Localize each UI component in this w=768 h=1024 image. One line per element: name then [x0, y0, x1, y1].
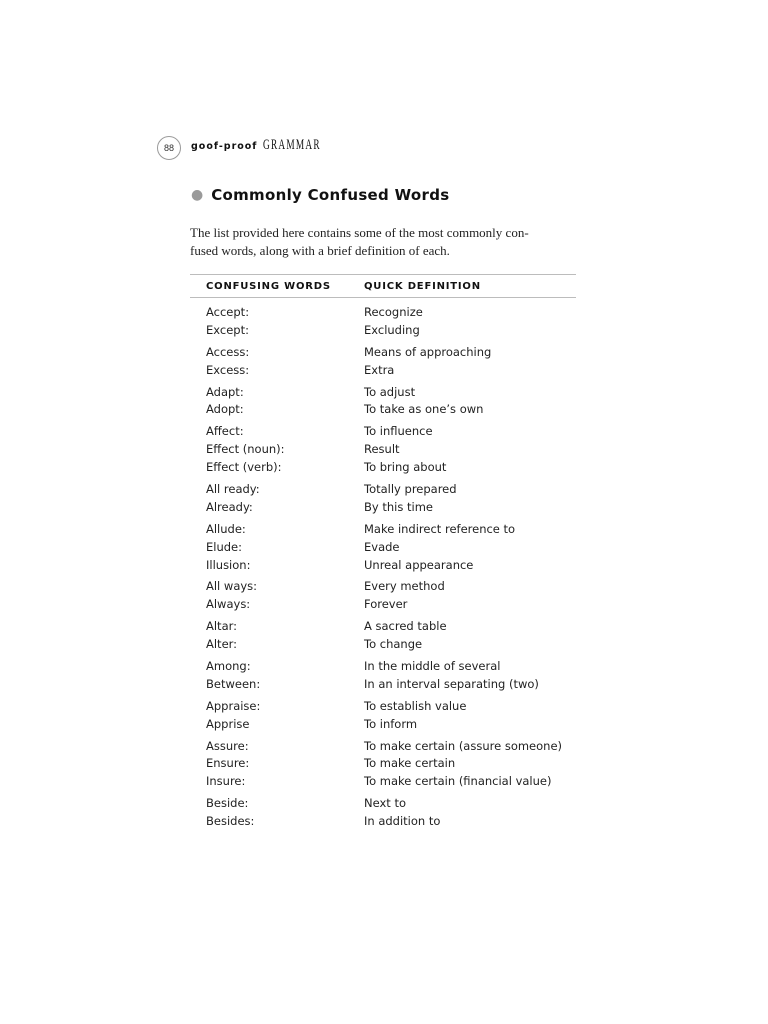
confusing-word-cell: Between: [206, 676, 261, 691]
confusing-word-cell: Adopt: [206, 402, 244, 417]
table-row [190, 304, 576, 322]
definition-cell: To establish value [364, 698, 467, 713]
table-row [190, 481, 576, 499]
table-row [190, 596, 576, 614]
word-group [190, 344, 576, 380]
word-group [190, 578, 576, 614]
confusing-word-cell: All ready: [206, 482, 260, 497]
table-row [190, 676, 576, 694]
word-group [190, 618, 576, 654]
table-row [190, 322, 576, 340]
definition-cell: To make certain (financial value) [364, 774, 552, 789]
word-group [190, 384, 576, 420]
table-row [190, 773, 576, 791]
table-row [190, 344, 576, 362]
intro-line: The list provided here contains some of the most commonly con- [190, 225, 529, 240]
definition-cell: To change [364, 637, 423, 652]
bullet-icon: ● [191, 187, 204, 203]
confusing-word-cell: Except: [206, 322, 249, 337]
definition-cell: Every method [364, 579, 445, 594]
confused-words-table [190, 274, 576, 835]
table-row [190, 521, 576, 539]
table-row [190, 441, 576, 459]
definition-cell: In an interval separating (two) [364, 676, 539, 691]
table-row [190, 401, 576, 419]
confusing-word-cell: Always: [206, 597, 251, 612]
table-row [190, 362, 576, 380]
intro-line: fused words, along with a brief definition of each. [190, 243, 450, 258]
definition-cell: To make certain [364, 756, 456, 771]
confusing-word-cell: Illusion: [206, 557, 251, 572]
confusing-word-cell: Ensure: [206, 756, 250, 771]
table-row [190, 384, 576, 402]
confusing-word-cell: Affect: [206, 424, 244, 439]
definition-cell: Forever [364, 597, 408, 612]
table-row [190, 423, 576, 441]
table-row [190, 698, 576, 716]
word-group [190, 698, 576, 734]
confusing-word-cell: Apprise [206, 716, 250, 731]
table-row [190, 459, 576, 477]
confusing-word-cell: Already: [206, 499, 253, 514]
confusing-word-cell: Besides: [206, 814, 255, 829]
definition-cell: Make indirect reference to [364, 521, 516, 536]
definition-cell: Next to [364, 796, 406, 811]
definition-cell: Result [364, 442, 400, 457]
word-group [190, 658, 576, 694]
definition-cell: To bring about [364, 460, 447, 475]
word-group [190, 481, 576, 517]
table-row [190, 795, 576, 813]
word-group [190, 795, 576, 831]
running-head [191, 137, 357, 154]
confusing-word-cell: Effect (noun): [206, 442, 285, 457]
word-group [190, 423, 576, 477]
section-title: Commonly Confused Words [211, 186, 450, 204]
confusing-word-cell: Assure: [206, 738, 249, 753]
definition-cell: Unreal appearance [364, 557, 474, 572]
confusing-word-cell: Excess: [206, 362, 250, 377]
table-body [190, 298, 576, 831]
word-group [190, 738, 576, 792]
running-head-brand: goof-proof [191, 141, 258, 152]
confusing-word-cell: Appraise: [206, 698, 261, 713]
confusing-word-cell: Effect (verb): [206, 460, 282, 475]
table-row [190, 618, 576, 636]
table-row [190, 539, 576, 557]
definition-cell: Recognize [364, 305, 423, 319]
table-row [190, 738, 576, 756]
definition-cell: Totally prepared [364, 482, 457, 497]
table-row [190, 658, 576, 676]
table-row [190, 499, 576, 517]
definition-cell: Evade [364, 539, 400, 554]
column-header-quick-definition: QUICK DEFINITION [364, 280, 481, 292]
table-row [190, 813, 576, 831]
definition-cell: To take as one’s own [364, 402, 484, 417]
confusing-word-cell: Insure: [206, 774, 246, 789]
word-group [190, 521, 576, 575]
confusing-word-cell: Adapt: [206, 384, 244, 399]
confusing-word-cell: Accept: [206, 305, 250, 319]
confusing-word-cell: Elude: [206, 539, 242, 554]
confusing-word-cell: Beside: [206, 796, 249, 811]
intro-paragraph [190, 224, 582, 260]
column-header-confusing-words: CONFUSING WORDS [206, 280, 331, 292]
definition-cell: By this time [364, 499, 433, 514]
definition-cell: To influence [364, 424, 433, 439]
section-heading [191, 186, 449, 204]
word-group [190, 304, 576, 340]
definition-cell: A sacred table [364, 619, 447, 634]
table-row [190, 755, 576, 773]
confusing-word-cell: Alter: [206, 637, 238, 652]
table-row [190, 636, 576, 654]
definition-cell: To make certain (assure someone) [364, 738, 563, 753]
confusing-word-cell: Altar: [206, 619, 238, 634]
confusing-word-cell: Access: [206, 344, 250, 359]
confusing-word-cell: All ways: [206, 579, 258, 594]
confusing-word-cell: Allude: [206, 521, 246, 536]
definition-cell: Excluding [364, 322, 420, 337]
definition-cell: Extra [364, 362, 395, 377]
definition-cell: To adjust [364, 384, 416, 399]
definition-cell: Means of approaching [364, 344, 492, 359]
table-row [190, 716, 576, 734]
table-row [190, 557, 576, 575]
running-head-book-title: GRAMMAR [263, 137, 322, 153]
confusing-word-cell: Among: [206, 659, 251, 674]
page-number-badge [157, 136, 181, 160]
table-row [190, 578, 576, 596]
definition-cell: In the middle of several [364, 659, 501, 674]
definition-cell: In addition to [364, 814, 441, 829]
page-number: 88 [163, 143, 174, 153]
definition-cell: To inform [364, 716, 418, 731]
table-header [190, 274, 576, 298]
